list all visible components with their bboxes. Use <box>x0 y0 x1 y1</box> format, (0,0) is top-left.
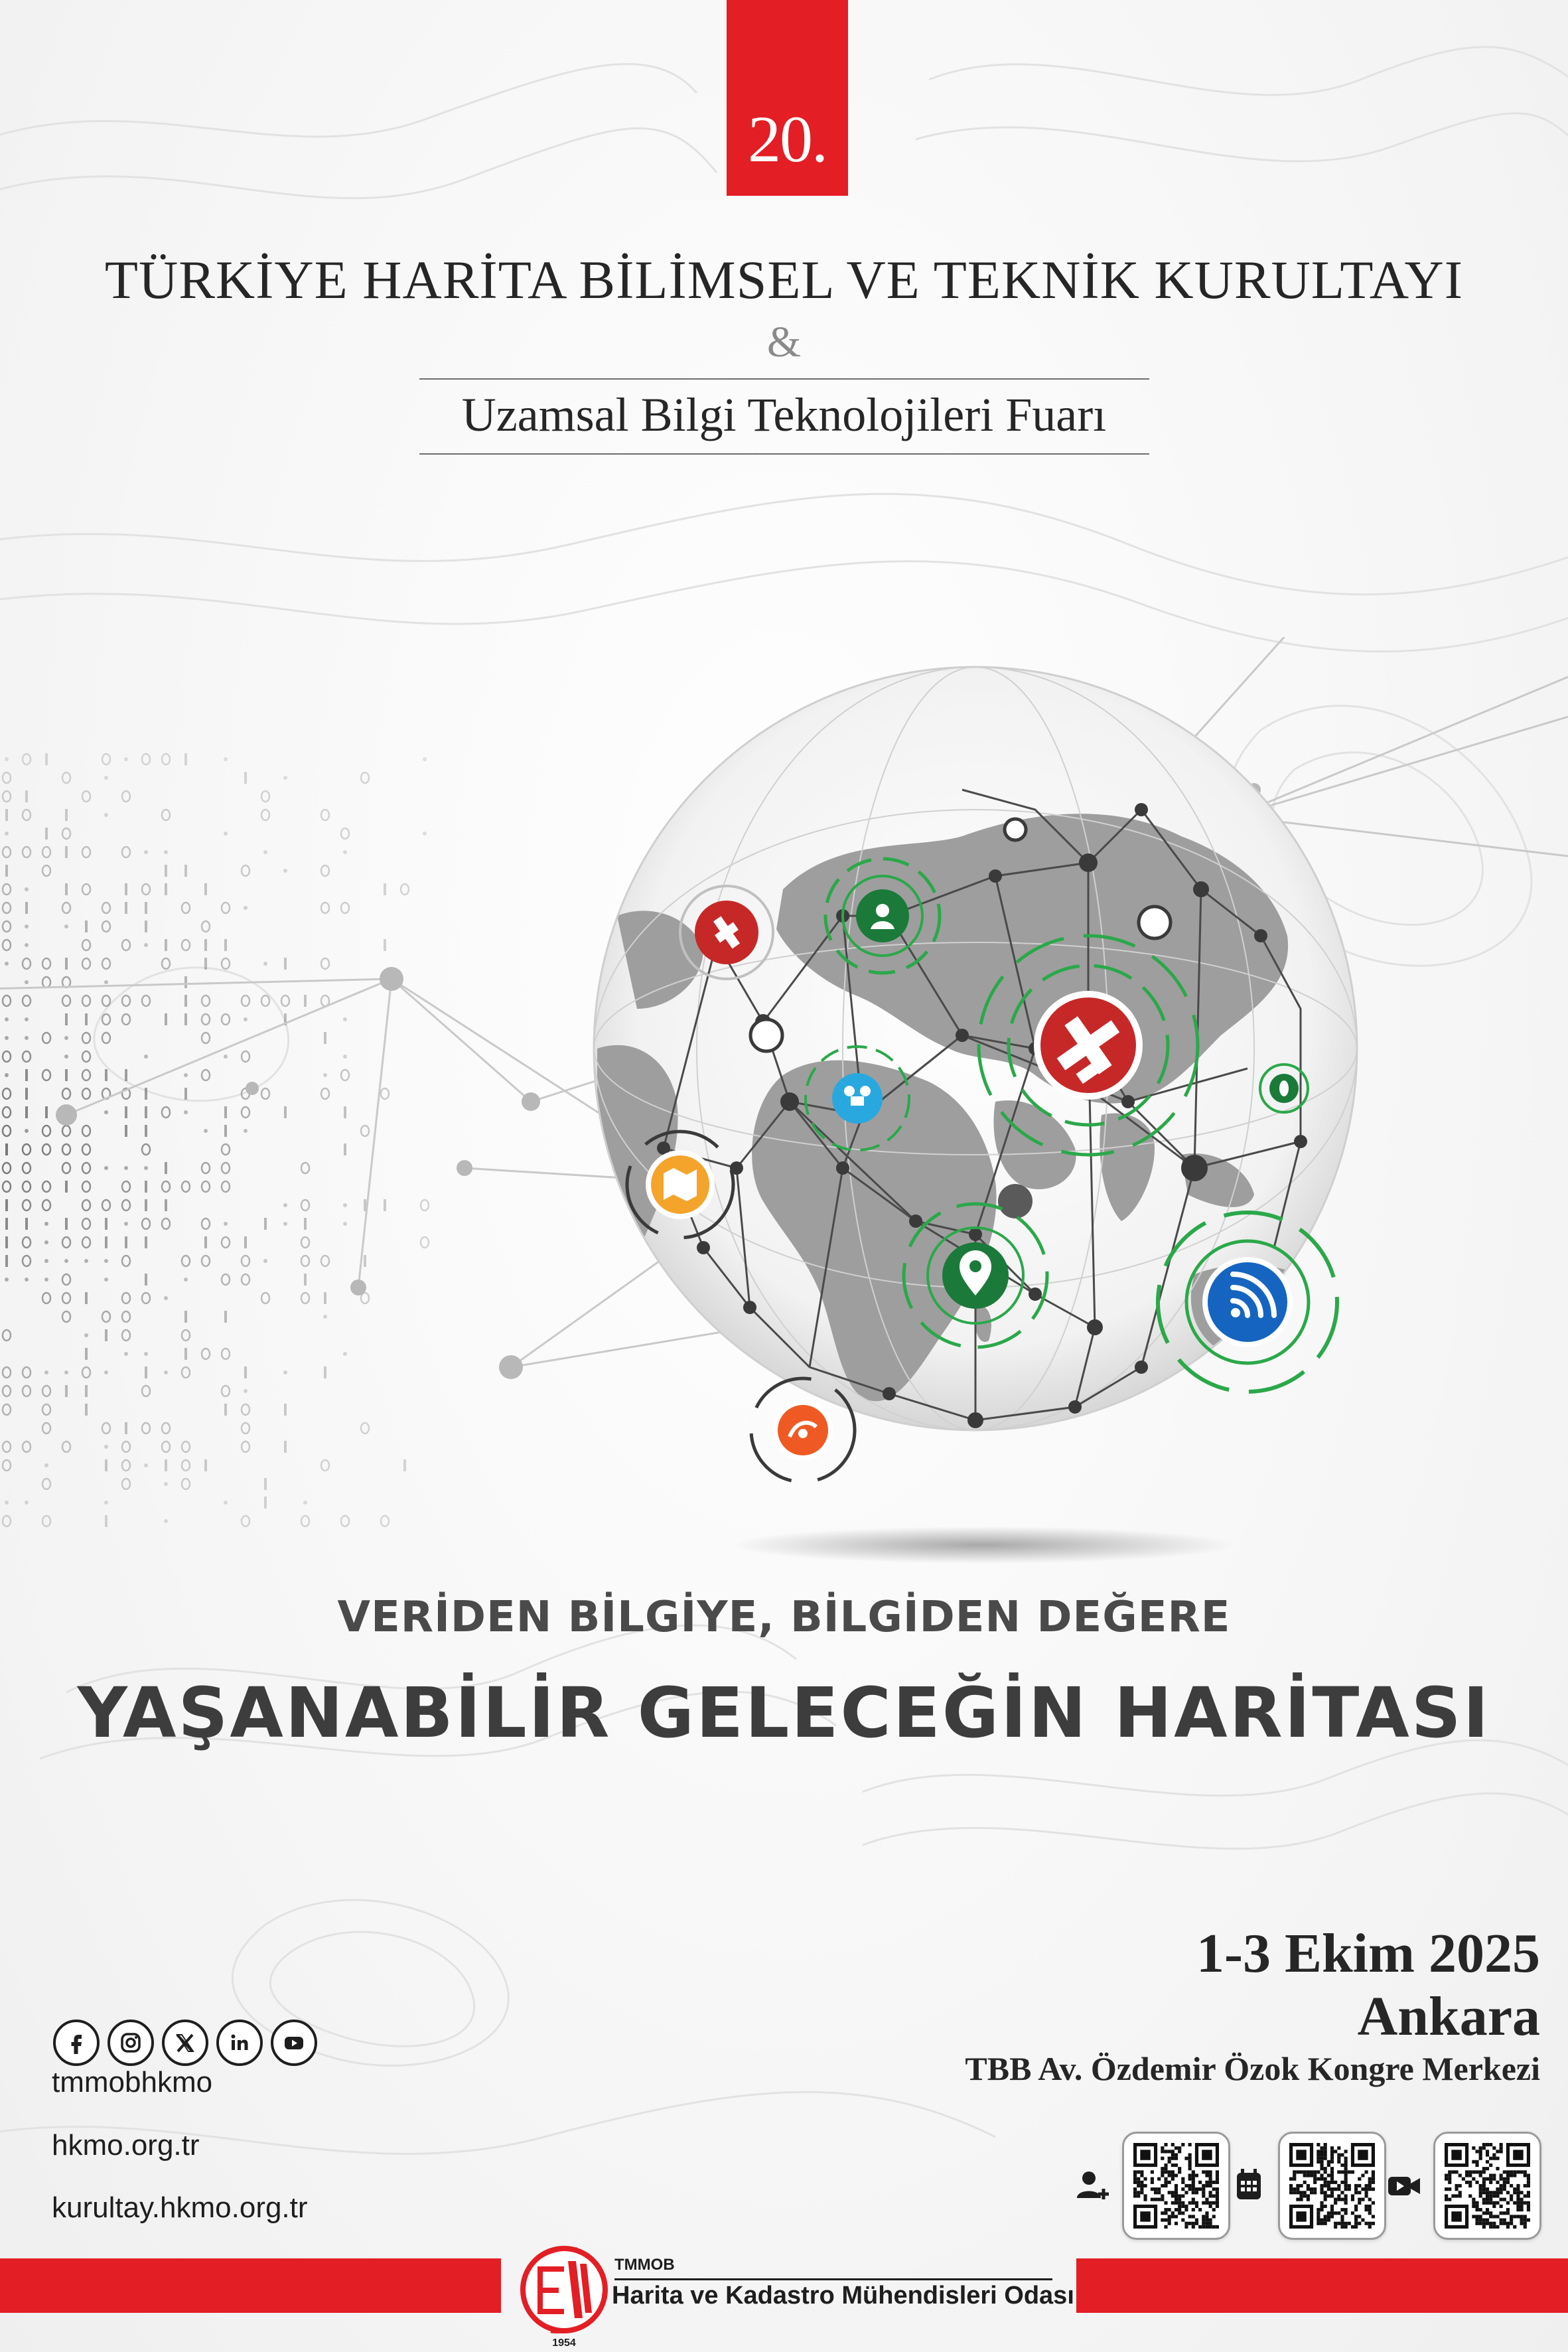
x-icon[interactable] <box>162 2020 208 2066</box>
footer-org-short-name: TMMOB <box>614 2256 675 2274</box>
qr-program <box>1229 2132 1386 2240</box>
qr-code-card[interactable] <box>1122 2132 1230 2240</box>
slogan-line-2: YAŞANABİLİR GELECEĞİN HARİTASI <box>77 1672 1491 1753</box>
add-user-icon <box>1073 2166 1113 2206</box>
social-handle: tmmobhkmo <box>52 2066 213 2098</box>
qr-code <box>1289 2143 1375 2229</box>
edition-badge <box>727 0 848 196</box>
linkedin-icon[interactable] <box>216 2020 263 2066</box>
congress-title: TÜRKİYE HARİTA BİLİMSEL VE TEKNİK KURULTAYI <box>104 250 1464 310</box>
event-city: Ankara <box>1357 1986 1540 2047</box>
title-ampersand: & <box>766 318 802 366</box>
title-divider-top <box>419 378 1149 380</box>
video-icon <box>1384 2166 1424 2206</box>
title-divider-bottom <box>419 453 1149 455</box>
qr-code <box>1133 2143 1219 2229</box>
facebook-icon[interactable] <box>53 2020 100 2066</box>
hkmo-logo <box>511 2240 617 2349</box>
logo-year: 1954 <box>552 2337 576 2349</box>
footer-org-name: Harita ve Kadastro Mühendisleri Odası <box>612 2282 1074 2310</box>
globe-shadow <box>730 1526 1234 1564</box>
qr-code-card[interactable] <box>1433 2132 1541 2240</box>
footer-red-bar-left <box>0 2258 501 2313</box>
slogan-line-1: VERİDEN BİLGİYE, BİLGİDEN DEĞERE <box>337 1593 1231 1642</box>
network-globe-illustration <box>0 637 1568 1580</box>
calendar-icon <box>1229 2166 1269 2206</box>
gps-navigation-icon <box>751 1378 855 1482</box>
footer-org-underline <box>614 2278 1052 2280</box>
kurultay-website-link[interactable]: kurultay.hkmo.org.tr <box>52 2191 308 2224</box>
qr-video <box>1384 2132 1541 2240</box>
website-link[interactable]: hkmo.org.tr <box>52 2129 200 2162</box>
footer-red-bar-right <box>1076 2258 1568 2313</box>
youtube-icon[interactable] <box>271 2020 317 2066</box>
qr-code-card[interactable] <box>1278 2132 1386 2240</box>
event-date: 1-3 Ekim 2025 <box>1196 1923 1540 1984</box>
fair-subtitle: Uzamsal Bilgi Teknolojileri Fuarı <box>461 388 1107 441</box>
wireless-signal-icon <box>1158 1213 1337 1392</box>
qr-registration <box>1073 2132 1230 2240</box>
event-venue: TBB Av. Özdemir Özok Kongre Merkezi <box>965 2050 1540 2087</box>
instagram-icon[interactable] <box>107 2020 154 2066</box>
social-icons <box>53 2020 317 2067</box>
edition-number: 20. <box>748 102 827 176</box>
qr-code <box>1445 2143 1530 2229</box>
